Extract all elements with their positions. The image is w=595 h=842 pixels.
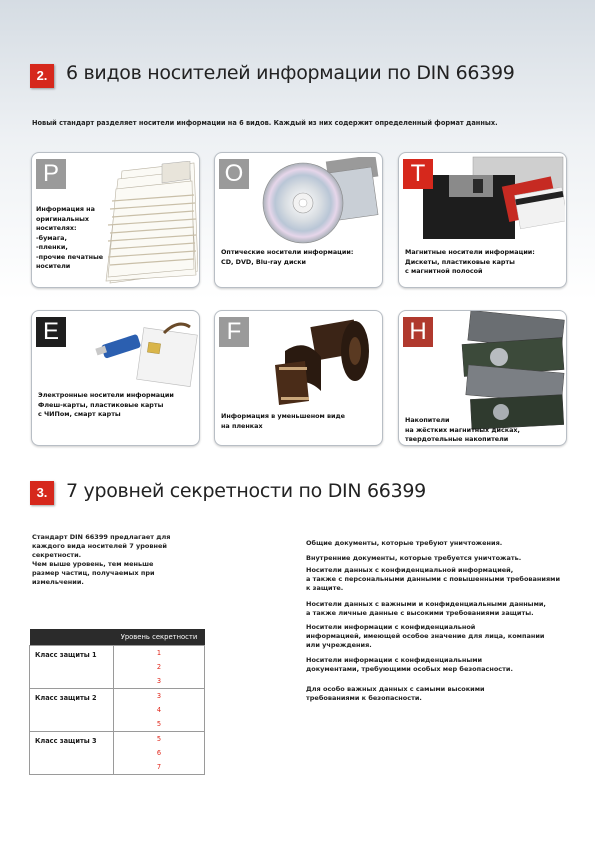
level-line: к защите. <box>306 584 344 592</box>
card-text-line: Оптические носители информации: <box>221 248 354 256</box>
level-line: или учреждения. <box>306 641 372 649</box>
level-number: 7 <box>156 763 162 771</box>
section-2-intro: Новый стандарт разделяет носители информации на 6 видов. Каждый из них содержит определенный формат данных. <box>32 119 498 127</box>
media-letter-t: T <box>403 159 433 189</box>
section-2-number: 2. <box>30 64 54 88</box>
media-card-microfilm <box>214 310 383 446</box>
media-card-electronic <box>31 310 200 446</box>
table-header-level: Уровень секретности <box>114 629 205 646</box>
protection-class-cell: Класс защиты 3 <box>30 732 114 775</box>
media-letter-f: F <box>219 317 249 347</box>
card-text-line: CD, DVD, Blu-ray диски <box>221 257 307 266</box>
level-line: Для особо важных данных с самыми высокими <box>306 685 485 693</box>
intro-line: размер частиц, получаемых при <box>32 569 155 577</box>
protection-class-cell: Класс защиты 2 <box>30 689 114 732</box>
level-numbers-cell <box>114 646 205 689</box>
card-text-line: носителях: <box>36 224 77 232</box>
level-line: требованиями к безопасности. <box>306 694 422 702</box>
level-line: Носители информации с конфиденциальной <box>306 623 476 631</box>
level-description <box>306 656 513 674</box>
paper-stack-illustration <box>102 161 198 285</box>
intro-line: секретности. <box>32 551 82 559</box>
card-text-line: Информация в уменьшеном виде <box>221 412 345 420</box>
optical-disc-illustration <box>245 157 381 245</box>
card-text-line: -прочие печатные <box>36 252 104 261</box>
level-number: 5 <box>156 720 162 728</box>
level-line: Носители данных с конфиденциальной информацией, <box>306 566 514 574</box>
media-card-microfilm-text <box>221 412 345 431</box>
card-text-line: с ЧИПом, смарт карты <box>38 410 121 418</box>
intro-line: каждого вида носителей 7 уровней <box>32 542 167 550</box>
level-description <box>306 566 560 593</box>
table-row <box>30 689 205 732</box>
table-row <box>30 646 205 689</box>
card-text-line: с магнитной полосой <box>405 267 483 275</box>
level-number: 5 <box>156 735 162 743</box>
section-2-title: 6 видов носителей информации по DIN 66399 <box>66 62 515 84</box>
card-text-line: -пленки, <box>36 243 68 251</box>
level-number: 2 <box>156 663 162 671</box>
card-text-line: на пленках <box>221 421 263 430</box>
table-header-row <box>30 629 205 646</box>
card-text-line: Флеш-карты, пластиковые карты <box>38 400 164 409</box>
level-line: Общие документы, которые требуют уничтожения. <box>306 539 503 547</box>
media-letter-h: H <box>403 317 433 347</box>
level-line: а также личные данные с высокими требованиями защиты. <box>306 609 534 617</box>
media-card-optical-text <box>221 248 353 267</box>
media-letter-o: O <box>219 159 249 189</box>
level-number: 4 <box>156 706 162 714</box>
level-line: Внутренние документы, которые требуется уничтожать. <box>306 554 522 562</box>
card-text-line: носители <box>36 262 71 270</box>
level-description <box>306 600 546 618</box>
level-numbers-cell <box>114 732 205 775</box>
level-line: а также с персональными данными с повышенными требованиями <box>306 575 560 583</box>
intro-line: измельчении. <box>32 578 84 586</box>
security-intro-text <box>32 533 170 587</box>
intro-line: Стандарт DIN 66399 предлагает для <box>32 533 171 541</box>
card-text-line: Магнитные носители информации: <box>405 248 535 256</box>
card-text-line: Электронные носители информации <box>38 391 174 399</box>
media-card-magnetic <box>398 152 567 288</box>
floppy-and-cards-illustration <box>413 155 565 243</box>
media-letter-p: P <box>36 159 66 189</box>
media-card-optical <box>214 152 383 288</box>
flash-drive-and-smartcard-illustration <box>92 313 198 391</box>
section-3-title: 7 уровней секретности по DIN 66399 <box>66 480 426 502</box>
level-description <box>306 685 485 703</box>
protection-class-cell: Класс защиты 1 <box>30 646 114 689</box>
level-numbers-cell <box>114 689 205 732</box>
level-line: Носители данных с важными и конфиденциальными данными, <box>306 600 546 608</box>
media-card-harddisk-text <box>405 416 520 445</box>
media-card-electronic-text <box>38 391 174 420</box>
card-text-line: оригинальных <box>36 214 90 223</box>
card-text-line: на жёстких магнитных дисках, <box>405 425 520 434</box>
table-header-empty <box>30 629 114 646</box>
level-description <box>306 554 521 563</box>
media-card-paper <box>31 152 200 288</box>
card-text-line: Информация на <box>36 205 95 213</box>
section-3-number: 3. <box>30 481 54 505</box>
table-row <box>30 732 205 775</box>
card-text-line: твердотельные накопители <box>405 435 509 443</box>
level-line: Носители информации с конфиденциальными <box>306 656 483 664</box>
level-number: 3 <box>156 677 162 685</box>
level-line: документами, требующими особых мер безопасности. <box>306 665 513 673</box>
card-text-line: Дискеты, пластиковые карты <box>405 257 515 266</box>
level-number: 1 <box>156 649 162 657</box>
level-line: информацией, имеющей особое значение для лица, компании <box>306 632 545 640</box>
protection-class-table <box>29 629 205 775</box>
level-number: 3 <box>156 692 162 700</box>
media-letter-e: E <box>36 317 66 347</box>
media-card-harddisk <box>398 310 567 446</box>
media-card-paper-text <box>36 205 103 272</box>
intro-line: Чем выше уровень, тем меньше <box>32 560 154 568</box>
level-description <box>306 623 544 650</box>
card-text-line: -бумага, <box>36 233 67 242</box>
media-card-magnetic-text <box>405 248 535 277</box>
level-description <box>306 539 502 548</box>
film-rolls-illustration <box>265 317 381 405</box>
card-text-line: Накопители <box>405 416 450 424</box>
level-number: 6 <box>156 749 162 757</box>
